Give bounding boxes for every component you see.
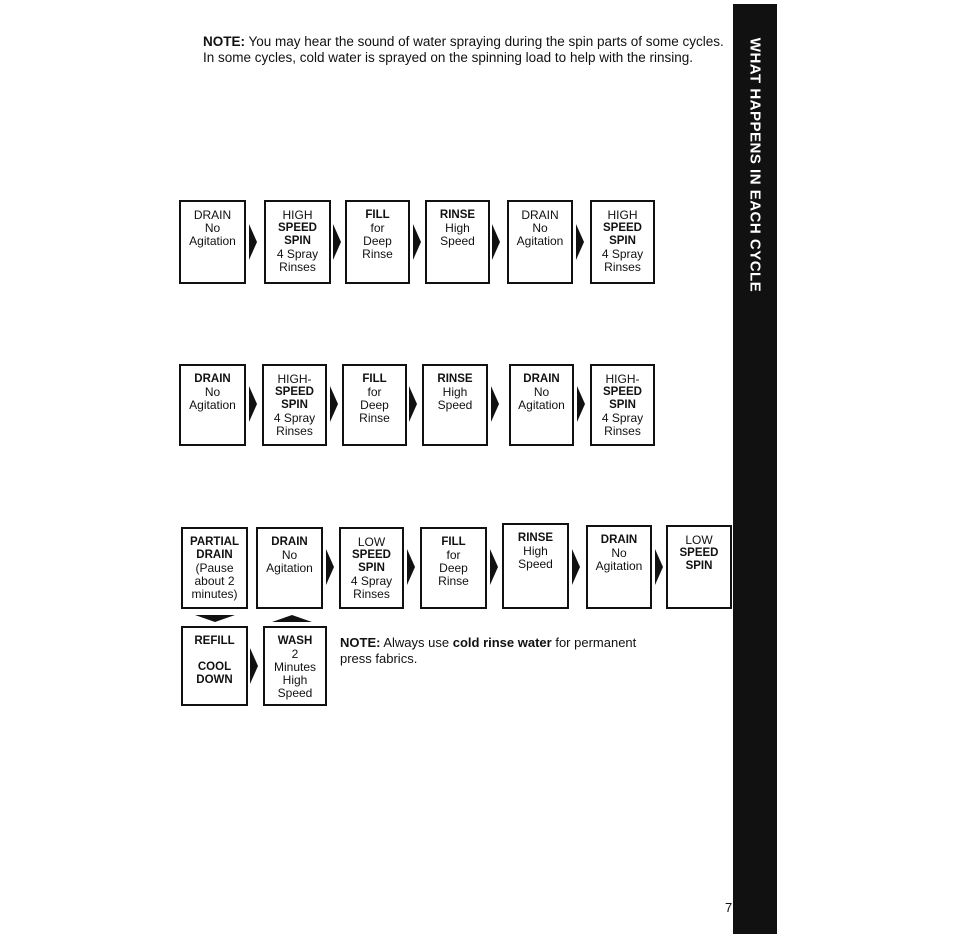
step-line: No — [281, 548, 298, 562]
step-line: HIGH — [282, 208, 313, 222]
step-line: HIGH — [607, 208, 638, 222]
step-line: SPEED — [275, 386, 314, 398]
cycle-step — [181, 626, 248, 706]
step-line: Agitation — [189, 234, 236, 248]
step-line: Rinses — [279, 260, 316, 274]
flow-arrow-icon — [491, 386, 499, 422]
cycle-step — [422, 364, 488, 446]
step-line: SPIN — [358, 562, 385, 574]
step-line: Rinses — [604, 260, 641, 274]
note-top — [203, 34, 735, 66]
step-line: Speed — [277, 686, 313, 700]
step-line: High — [445, 221, 470, 235]
step-line: High — [523, 544, 548, 558]
step-line: DOWN — [196, 674, 233, 686]
step-line: DRAIN — [194, 373, 231, 385]
step-line: Agitation — [266, 561, 313, 575]
step-line: SPIN — [609, 399, 636, 411]
down-arrow-icon — [195, 615, 235, 622]
step-line: DRAIN — [271, 536, 308, 548]
step-line: REFILL — [194, 635, 235, 647]
step-line: about 2 — [194, 574, 235, 588]
step-line: DRAIN — [521, 208, 559, 222]
flow-arrow-icon — [249, 386, 257, 422]
note-bottom-text-before: Always use — [383, 635, 450, 650]
flow-arrow-icon — [655, 549, 663, 585]
step-line: Agitation — [189, 398, 236, 412]
step-line: Rinse — [359, 411, 390, 425]
step-line: 4 Spray — [601, 247, 644, 261]
step-line: Agitation — [516, 234, 564, 248]
step-line: HIGH- — [277, 372, 312, 386]
cycle-step — [590, 364, 655, 446]
step-line: PARTIAL — [190, 536, 239, 548]
step-line: No — [532, 221, 548, 235]
step-line: SPIN — [609, 235, 636, 247]
cycle-step — [586, 525, 652, 609]
step-line — [183, 648, 246, 661]
step-line: SPIN — [281, 399, 308, 411]
step-line: Speed — [437, 398, 473, 412]
step-line: RINSE — [439, 209, 476, 221]
step-line: LOW — [685, 533, 713, 547]
step-line: SPEED — [352, 549, 391, 561]
step-line: Speed — [518, 557, 553, 571]
step-line: Speed — [440, 234, 475, 248]
page-number: 7 — [725, 900, 733, 915]
cycle-step — [263, 626, 327, 706]
note-bottom-emphasis: cold rinse water — [452, 635, 552, 650]
flow-arrow-icon — [409, 386, 417, 422]
cycle-step — [179, 200, 246, 284]
step-line: LOW — [357, 535, 386, 549]
cycle-step — [264, 200, 331, 284]
step-line: SPEED — [278, 222, 317, 234]
step-line: for — [446, 548, 461, 562]
step-line: (Pause — [195, 561, 234, 575]
step-line: 4 Spray — [350, 574, 393, 588]
note-bottom-text-after: for permanent press fabrics. — [340, 635, 637, 666]
flow-arrow-icon — [492, 224, 500, 260]
flow-arrow-icon — [330, 386, 338, 422]
step-line: for — [367, 385, 382, 399]
step-line: DRAIN — [600, 534, 638, 546]
step-line: 4 Spray — [273, 411, 316, 425]
step-line: 4 Spray — [276, 247, 319, 261]
step-line: SPIN — [685, 560, 713, 572]
step-line: 2 — [291, 647, 299, 661]
cycle-step — [425, 200, 490, 284]
step-line: High — [282, 673, 308, 687]
cycle-step — [345, 200, 410, 284]
step-line: HIGH- — [605, 372, 640, 386]
cycle-step — [179, 364, 246, 446]
cycle-step — [262, 364, 327, 446]
cycle-step — [342, 364, 407, 446]
note-top-label: NOTE: — [203, 34, 245, 49]
step-line: minutes) — [191, 587, 238, 601]
flow-arrow-icon — [490, 549, 498, 585]
step-line: FILL — [365, 209, 390, 221]
step-line: RINSE — [517, 532, 554, 544]
step-line: SPEED — [603, 222, 642, 234]
note-bottom — [340, 635, 640, 667]
flow-arrow-icon — [407, 549, 415, 585]
flow-arrow-icon — [333, 224, 341, 260]
step-line: No — [204, 385, 221, 399]
flow-arrow-icon — [250, 648, 258, 684]
step-line: SPIN — [284, 235, 311, 247]
flow-arrow-icon — [572, 549, 580, 585]
step-line: Rinses — [353, 587, 390, 601]
step-line: Rinses — [604, 424, 641, 438]
step-line: DRAIN — [193, 208, 232, 222]
note-top-text: You may hear the sound of water spraying during the spin parts of some cycles. In some cycles, cold water is sprayed on the spinning load to help with the rinsing. — [203, 34, 724, 65]
cycle-step — [420, 527, 487, 609]
step-line: No — [611, 546, 627, 560]
cycle-step — [502, 523, 569, 609]
step-line: Deep — [363, 234, 392, 248]
step-line: Minutes — [273, 660, 317, 674]
step-line: WASH — [277, 635, 313, 647]
flow-arrow-icon — [577, 386, 585, 422]
sidebar-title: WHAT HAPPENS IN EACH CYCLE — [746, 37, 764, 293]
up-arrow-icon — [272, 615, 312, 622]
step-line: SPEED — [679, 547, 719, 559]
flow-arrow-icon — [413, 224, 421, 260]
step-line: Agitation — [518, 398, 565, 412]
step-line: Deep — [360, 398, 389, 412]
note-bottom-label: NOTE: — [340, 635, 381, 650]
step-line: FILL — [441, 536, 466, 548]
step-line: Rinses — [276, 424, 313, 438]
step-line: COOL — [197, 661, 232, 673]
cycle-step — [509, 364, 574, 446]
flow-arrow-icon — [249, 224, 257, 260]
step-line: High — [442, 385, 468, 399]
step-line: for — [370, 221, 385, 235]
cycle-step — [256, 527, 323, 609]
cycle-step — [181, 527, 248, 609]
step-line: No — [533, 385, 550, 399]
cycle-step — [339, 527, 404, 609]
step-line: RINSE — [437, 373, 473, 385]
cycle-step — [590, 200, 655, 284]
cycle-step — [507, 200, 573, 284]
step-line: No — [204, 221, 221, 235]
step-line: 4 Spray — [601, 411, 644, 425]
step-line: SPEED — [603, 386, 642, 398]
step-line: Deep — [439, 561, 468, 575]
sidebar-tab — [733, 4, 777, 934]
flow-arrow-icon — [576, 224, 584, 260]
step-line: Rinse — [362, 247, 393, 261]
step-line: FILL — [362, 373, 387, 385]
cycle-step — [666, 525, 732, 609]
step-line: Rinse — [438, 574, 469, 588]
flow-arrow-icon — [326, 549, 334, 585]
step-line: DRAIN — [196, 549, 233, 561]
step-line: DRAIN — [523, 373, 560, 385]
step-line: Agitation — [595, 559, 643, 573]
